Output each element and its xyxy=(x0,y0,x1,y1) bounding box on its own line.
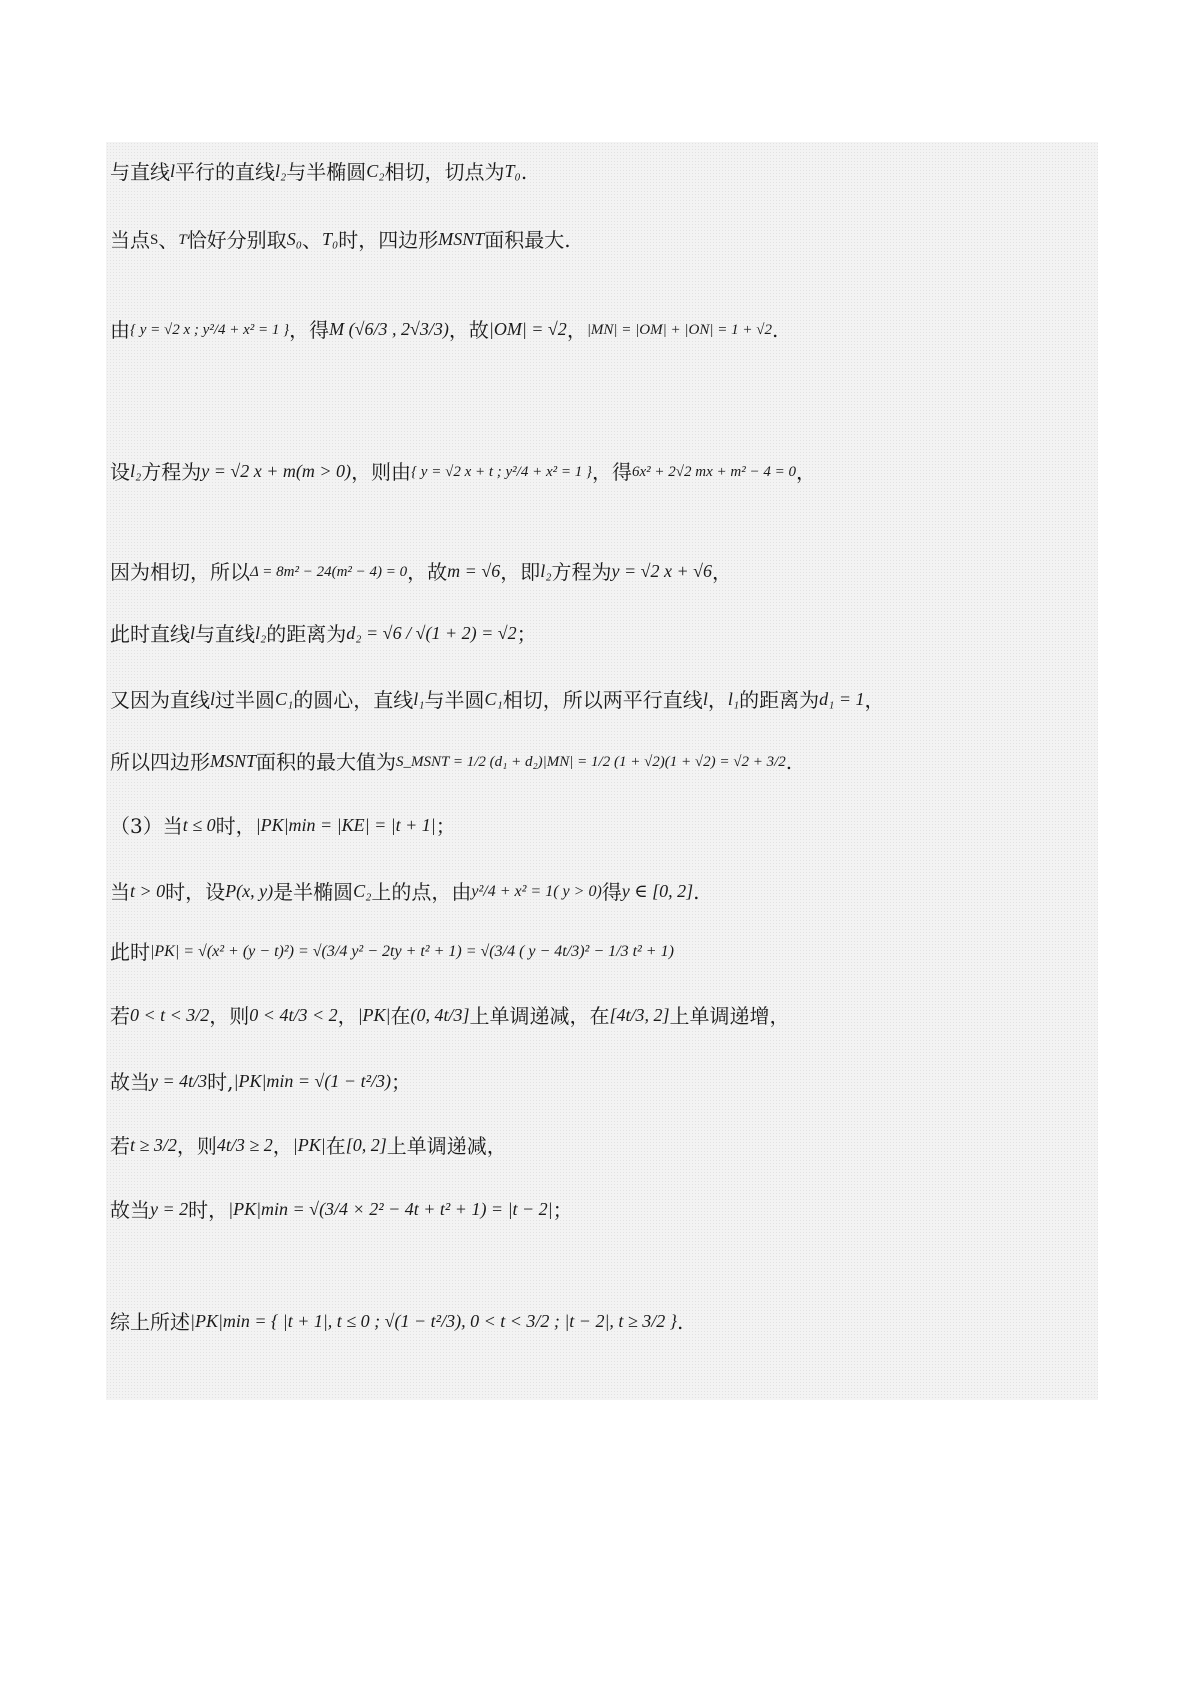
text: 时，设 xyxy=(165,880,226,904)
text: . xyxy=(693,880,700,904)
math: y = √2 x + √6 xyxy=(611,561,712,582)
text-line-10 xyxy=(110,880,699,904)
text: 恰好分别取 xyxy=(186,228,287,252)
text: ，即 xyxy=(500,560,541,584)
text: ，得 xyxy=(592,460,632,484)
text: ， xyxy=(712,560,732,584)
text: 当点 xyxy=(110,228,150,252)
text: . xyxy=(771,318,779,342)
math: l xyxy=(210,689,216,710)
text-line-13 xyxy=(110,1070,411,1094)
math: l₂ xyxy=(255,623,267,644)
text: 因为相切，所以 xyxy=(110,560,250,584)
math: l xyxy=(170,161,176,182)
text: 上的点，由 xyxy=(371,880,472,904)
text: ，则 xyxy=(209,1004,250,1028)
text: 与直线 xyxy=(195,622,256,646)
math: S xyxy=(150,232,159,248)
text: 的距离为 xyxy=(266,622,347,646)
math: |OM| = √2 xyxy=(488,319,567,340)
text: 此时 xyxy=(110,940,150,964)
math: y = 2 xyxy=(150,1199,189,1220)
text: 上单调递增， xyxy=(669,1004,790,1028)
math: C₁ xyxy=(275,689,294,710)
math: y²/4 + x² = 1( y > 0) xyxy=(471,883,602,901)
math: 0 < t < 3/2 xyxy=(130,1005,210,1026)
text: . xyxy=(520,160,528,184)
text: 相切，切点为 xyxy=(384,160,505,184)
math: l₂ xyxy=(275,161,287,182)
text: 的距离为 xyxy=(739,688,820,712)
text: 又因为直线 xyxy=(110,688,210,712)
math: (0, 4t/3] xyxy=(410,1005,470,1026)
text: . xyxy=(785,750,793,774)
math: d₂ = √6 / √(1 + 2) = √2 xyxy=(346,623,517,644)
text: ， xyxy=(272,1134,293,1158)
math: C₂ xyxy=(366,161,385,182)
text: 过半圆 xyxy=(215,688,276,712)
math: T₀ xyxy=(504,161,521,182)
math: l xyxy=(190,623,196,644)
text: 、 xyxy=(158,228,179,252)
math: d₁ = 1 xyxy=(819,689,865,710)
math: l₂ xyxy=(540,561,552,582)
text: 方程为 xyxy=(551,560,612,584)
math: |MN| = |OM| + |ON| = 1 + √2 xyxy=(586,322,772,338)
math: P(x, y) xyxy=(225,881,274,902)
text-line-16 xyxy=(110,1310,683,1334)
text: 在 xyxy=(325,1134,346,1158)
text: 此时直线 xyxy=(110,622,190,646)
math: t > 0 xyxy=(130,881,166,902)
math: T₀ xyxy=(321,229,339,250)
text: 平行的直线 xyxy=(175,160,276,184)
text-line-6 xyxy=(110,622,537,646)
math: Δ = 8m² − 24(m² − 4) = 0 xyxy=(250,564,408,580)
math: y ∈ [0, 2] xyxy=(621,881,694,902)
text-line-1 xyxy=(110,160,527,184)
text: 的圆心，直线 xyxy=(293,688,414,712)
math: |PK| xyxy=(357,1005,391,1026)
text: ，故 xyxy=(407,560,448,584)
text: 当 xyxy=(110,880,130,904)
math: |PK|min = √(3/4 × 2² − 4t + t² + 1) = |t − 2| xyxy=(228,1199,553,1220)
math: T xyxy=(178,232,187,248)
text: 故当 xyxy=(110,1070,150,1094)
text: 综上所述 xyxy=(110,1310,190,1334)
math: 6x² + 2√2 mx + m² − 4 = 0 xyxy=(632,464,796,480)
text: 面积最大. xyxy=(484,228,571,252)
math: |PK| = √(x² + (y − t)²) = √(3/4 y² − 2ty + t² + 1) = √(3/4 ( y − 4t/3)² − 1/3 t² + 1) xyxy=(150,943,674,961)
text: 由 xyxy=(110,318,130,342)
text-line-11 xyxy=(110,940,674,964)
math: MSNT xyxy=(210,751,257,772)
text: ； xyxy=(435,814,456,838)
text: 时，四边形 xyxy=(338,228,439,252)
text: 、 xyxy=(301,228,322,252)
text: ， xyxy=(795,460,816,484)
math: S_MSNT = 1/2 (d₁ + d₂)|MN| = 1/2 (1 + √2)(1 + √2) = √2 + 3/2 xyxy=(396,754,786,770)
text: 若 xyxy=(110,1134,130,1158)
text: 若 xyxy=(110,1004,130,1028)
math: { y = √2 x ; y²/4 + x² = 1 } xyxy=(130,322,290,338)
math: 0 < 4t/3 < 2 xyxy=(249,1005,338,1026)
text: 所以四边形 xyxy=(110,750,210,774)
text: 时， xyxy=(188,1198,229,1222)
math: |PK|min = √(1 − t²/3) xyxy=(233,1071,391,1092)
math: l₁ xyxy=(413,689,425,710)
text: ， xyxy=(707,688,728,712)
text: 时, xyxy=(207,1070,234,1094)
math: [4t/3, 2] xyxy=(609,1005,670,1026)
math: t ≤ 0 xyxy=(182,815,216,836)
math: C₁ xyxy=(484,689,503,710)
math: M (√6/3 , 2√3/3) xyxy=(329,319,449,340)
math: l xyxy=(702,689,708,710)
text: 与半椭圆 xyxy=(286,160,367,184)
math: C₂ xyxy=(353,881,372,902)
math: l₁ xyxy=(727,689,740,710)
text-line-9 xyxy=(110,814,456,838)
text: ； xyxy=(390,1070,411,1094)
math: y = 4t/3 xyxy=(150,1071,208,1092)
math: [0, 2] xyxy=(345,1135,387,1156)
math: S₀ xyxy=(286,229,302,250)
text: 设 xyxy=(110,460,130,484)
math: t ≥ 3/2 xyxy=(130,1135,177,1156)
text: ，故 xyxy=(448,318,489,342)
text: ， xyxy=(337,1004,358,1028)
text: 与半圆 xyxy=(424,688,485,712)
text: 在 xyxy=(390,1004,411,1028)
math: { y = √2 x + t ; y²/4 + x² = 1 } xyxy=(411,464,592,480)
text: ，则 xyxy=(176,1134,217,1158)
math: |PK| xyxy=(292,1135,326,1156)
text: 方程为 xyxy=(141,460,202,484)
text-line-4 xyxy=(110,460,816,484)
text: 面积的最大值为 xyxy=(256,750,397,774)
text-line-5 xyxy=(110,560,732,584)
text: 与直线 xyxy=(110,160,170,184)
text: ，得 xyxy=(289,318,330,342)
text-line-3 xyxy=(110,318,778,342)
text: （3）当 xyxy=(110,814,183,838)
text: ，则由 xyxy=(351,460,412,484)
text-line-8 xyxy=(110,750,792,774)
math: |PK|min = |KE| = |t + 1| xyxy=(255,815,436,836)
text: ； xyxy=(516,622,537,646)
math: 4t/3 ≥ 2 xyxy=(216,1135,273,1156)
math: l₂ xyxy=(130,461,142,482)
math: |PK|min = { |t + 1|, t ≤ 0 ; √(1 − t²/3), 0 < t < 3/2 ; |t − 2|, t ≥ 3/2 } xyxy=(190,1311,677,1332)
text: 上单调递减，在 xyxy=(469,1004,610,1028)
text: ， xyxy=(864,688,885,712)
text: . xyxy=(676,1310,684,1334)
text: ， xyxy=(566,318,587,342)
text: 是半椭圆 xyxy=(273,880,354,904)
text-line-7 xyxy=(110,688,885,712)
text: ； xyxy=(552,1198,573,1222)
math: y = √2 x + m(m > 0) xyxy=(201,461,352,482)
text-line-2 xyxy=(110,228,571,252)
text-line-12 xyxy=(110,1004,790,1028)
math: MSNT xyxy=(438,229,485,250)
text: 故当 xyxy=(110,1198,150,1222)
math: m = √6 xyxy=(447,561,501,582)
text-line-15 xyxy=(110,1198,573,1222)
text: 得 xyxy=(601,880,622,904)
text: 时， xyxy=(215,814,256,838)
text: 相切，所以两平行直线 xyxy=(502,688,703,712)
text: 上单调递减， xyxy=(386,1134,507,1158)
text-line-14 xyxy=(110,1134,507,1158)
